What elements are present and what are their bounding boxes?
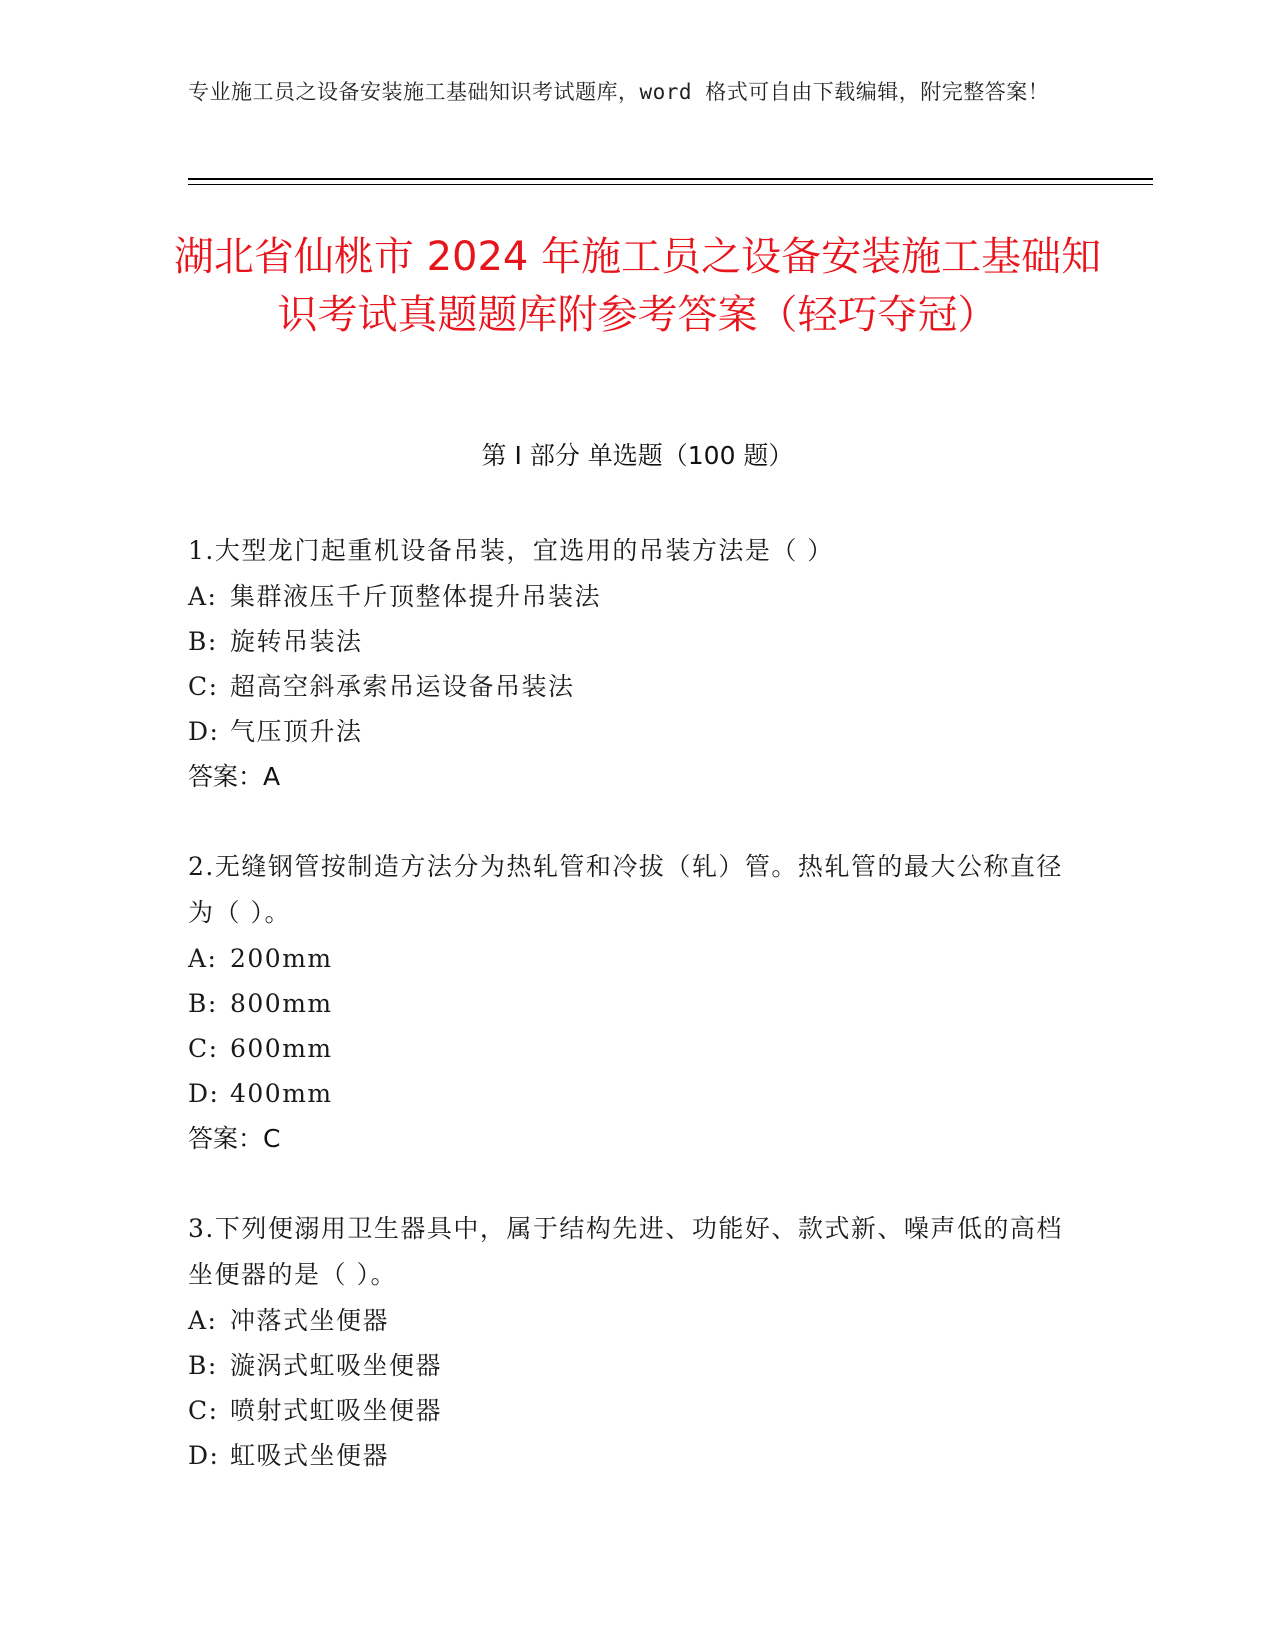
option-text: 漩涡式虹吸坐便器 bbox=[230, 1351, 443, 1380]
header-divider-thick bbox=[188, 178, 1153, 180]
question-list bbox=[188, 528, 1068, 1522]
option-a bbox=[188, 574, 1068, 619]
option-key: D: bbox=[188, 1441, 220, 1470]
option-text: 200mm bbox=[230, 944, 333, 973]
option-key: A: bbox=[188, 944, 218, 973]
option-text: 气压顶升法 bbox=[230, 717, 363, 746]
option-text: 600mm bbox=[230, 1034, 333, 1063]
option-c bbox=[188, 1388, 1068, 1433]
option-b bbox=[188, 981, 1068, 1026]
option-text: 800mm bbox=[230, 989, 333, 1018]
option-b bbox=[188, 1343, 1068, 1388]
option-d bbox=[188, 1433, 1068, 1478]
option-key: B: bbox=[188, 989, 218, 1018]
option-c bbox=[188, 664, 1068, 709]
option-key: A: bbox=[188, 1306, 218, 1335]
header-note: 专业施工员之设备安装施工基础知识考试题库，word 格式可自由下载编辑，附完整答案！ bbox=[188, 80, 1050, 104]
document-title: 湖北省仙桃市 2024 年施工员之设备安装施工基础知识考试真题题库附参考答案（轻巧夺冠） bbox=[173, 234, 1102, 338]
question-2 bbox=[188, 844, 1068, 1162]
header-divider-thin bbox=[188, 184, 1153, 185]
option-b bbox=[188, 619, 1068, 664]
answer-line: 答案：A bbox=[188, 762, 281, 791]
option-a bbox=[188, 1298, 1068, 1343]
question-stem: 2.无缝钢管按制造方法分为热轧管和冷拔（轧）管。热轧管的最大公称直径为（ ）。 bbox=[188, 852, 1063, 927]
option-d bbox=[188, 1071, 1068, 1116]
option-text: 400mm bbox=[230, 1079, 333, 1108]
question-stem: 3.下列便溺用卫生器具中，属于结构先进、功能好、款式新、噪声低的高档坐便器的是（ ）。 bbox=[188, 1214, 1063, 1289]
answer-line: 答案：C bbox=[188, 1124, 281, 1153]
section-heading: 第 I 部分 单选题（100 题） bbox=[481, 441, 794, 470]
option-key: B: bbox=[188, 627, 218, 656]
option-key: D: bbox=[188, 717, 220, 746]
option-key: B: bbox=[188, 1351, 218, 1380]
option-key: C: bbox=[188, 1396, 219, 1425]
option-text: 冲落式坐便器 bbox=[230, 1306, 390, 1335]
option-a bbox=[188, 936, 1068, 981]
question-stem: 1.大型龙门起重机设备吊装，宜选用的吊装方法是（ ） bbox=[188, 536, 834, 565]
option-key: D: bbox=[188, 1079, 220, 1108]
question-3 bbox=[188, 1206, 1068, 1478]
option-text: 集群液压千斤顶整体提升吊装法 bbox=[230, 582, 602, 611]
option-text: 虹吸式坐便器 bbox=[230, 1441, 390, 1470]
question-1 bbox=[188, 528, 1068, 800]
option-key: C: bbox=[188, 672, 219, 701]
option-d bbox=[188, 709, 1068, 754]
option-key: A: bbox=[188, 582, 218, 611]
option-text: 喷射式虹吸坐便器 bbox=[230, 1396, 443, 1425]
option-text: 超高空斜承索吊运设备吊装法 bbox=[230, 672, 575, 701]
option-key: C: bbox=[188, 1034, 219, 1063]
option-c bbox=[188, 1026, 1068, 1071]
option-text: 旋转吊装法 bbox=[230, 627, 363, 656]
